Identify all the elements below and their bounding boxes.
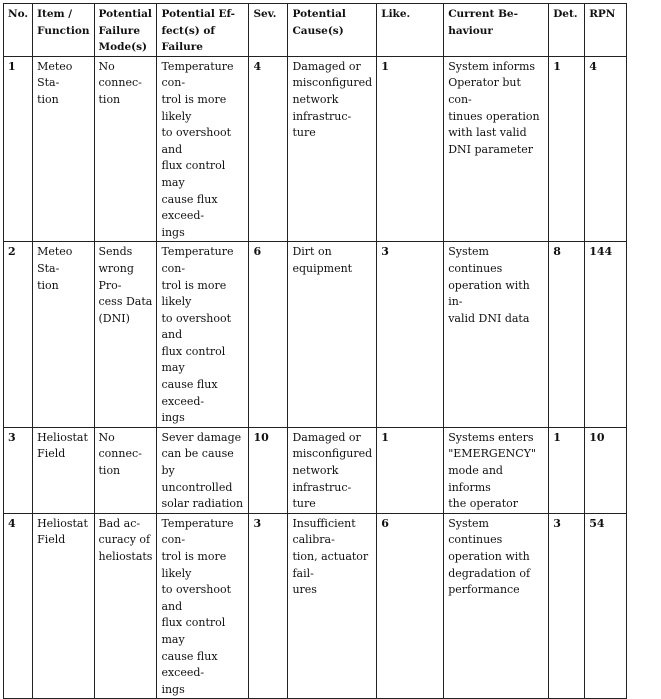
cell-det: 1 [549,56,585,242]
cell-item: Heliostat Field [33,427,94,513]
header-likelihood: Like. [377,4,444,57]
cell-mode: No connec- tion [94,56,157,242]
cell-cause: Insufficient calibra- tion, actuator fail- ures [288,513,377,699]
cell-behaviour: Systems enters "EMERGENCY" mode and informs the operator [444,427,549,513]
cell-no: 2 [4,242,33,428]
table-row [4,513,627,699]
cell-item: Heliostat Field [33,513,94,699]
cell-mode: Bad ac- curacy of heliostats [94,513,157,699]
cell-cause: Damaged or misconfigured network infrastruc- ture [288,427,377,513]
cell-effect: Sever damage can be cause by uncontrolled solar radiation [157,427,249,513]
cell-like: 3 [377,242,444,428]
cell-cause: Dirt on equipment [288,242,377,428]
header-behaviour: Current Be- haviour [444,4,549,57]
cell-no: 3 [4,427,33,513]
header-item: Item / Function [33,4,94,57]
cell-sev: 4 [249,56,288,242]
cell-mode: Sends wrong Pro- cess Data (DNI) [94,242,157,428]
table-row [4,427,627,513]
cell-sev: 10 [249,427,288,513]
header-effect: Potential Ef- fect(s) of Failure [157,4,249,57]
cell-no: 4 [4,513,33,699]
cell-rpn: 10 [585,427,627,513]
cell-rpn: 4 [585,56,627,242]
cell-like: 1 [377,56,444,242]
cell-sev: 3 [249,513,288,699]
fmea-table [3,3,627,699]
cell-effect: Temperature con- trol is more likely to overshoot and flux control may cause flux exceed- ings [157,56,249,242]
cell-no: 1 [4,56,33,242]
cell-effect: Temperature con- trol is more likely to overshoot and flux control may cause flux exceed- ings [157,242,249,428]
cell-like: 1 [377,427,444,513]
cell-sev: 6 [249,242,288,428]
cell-cause: Damaged or misconfigured network infrastruc- ture [288,56,377,242]
header-no: No. [4,4,33,57]
header-rpn: RPN [585,4,627,57]
cell-behaviour: System continues operation with degradation of performance [444,513,549,699]
header-detection: Det. [549,4,585,57]
table-row [4,242,627,428]
cell-det: 1 [549,427,585,513]
cell-det: 8 [549,242,585,428]
cell-like: 6 [377,513,444,699]
header-cause: Potential Cause(s) [288,4,377,57]
cell-effect: Temperature con- trol is more likely to overshoot and flux control may cause flux exceed- ings [157,513,249,699]
header-failure-mode: Potential Failure Mode(s) [94,4,157,57]
cell-behaviour: System informs Operator but con- tinues operation with last valid DNI parameter [444,56,549,242]
table-row [4,56,627,242]
header-row [4,4,627,57]
header-severity: Sev. [249,4,288,57]
cell-rpn: 54 [585,513,627,699]
cell-item: Meteo Sta- tion [33,56,94,242]
cell-rpn: 144 [585,242,627,428]
cell-mode: No connec- tion [94,427,157,513]
cell-item: Meteo Sta- tion [33,242,94,428]
cell-behaviour: System continues operation with in- valid DNI data [444,242,549,428]
cell-det: 3 [549,513,585,699]
